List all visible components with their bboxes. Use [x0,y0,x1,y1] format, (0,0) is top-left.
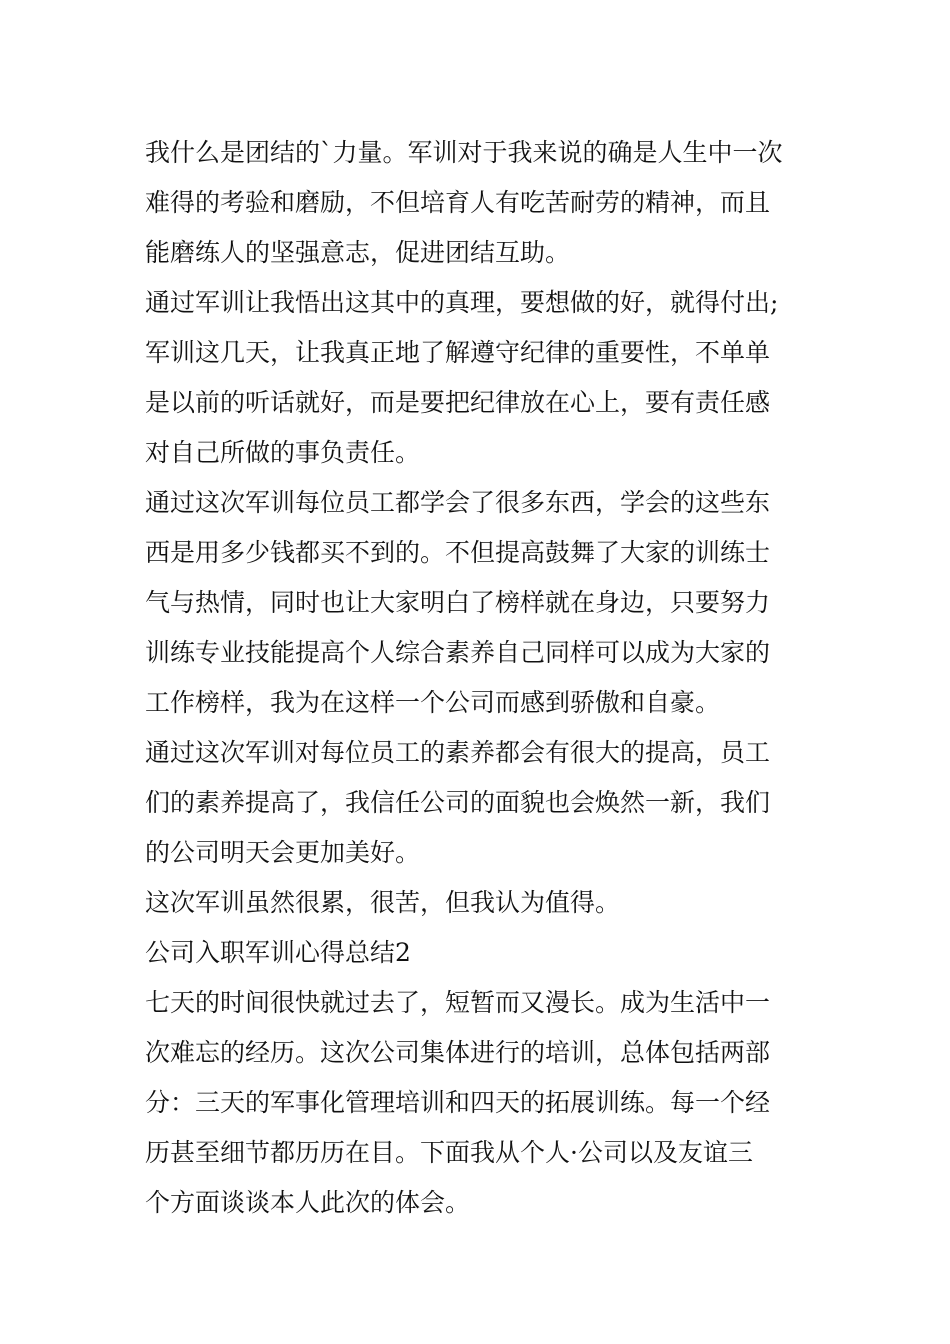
document-body [145,128,810,1228]
paragraph-3: 通过这次军训每位员工都学会了很多东西，学会的这些东 西是用多少钱都买不到的。不但提高鼓舞了大家的训练士 气与热情，同时也让大家明白了榜样就在身边，只要努力 训练专业技能提高个人综合素养自己同样可以成为大家的 工作榜样，我为在这样一个公司而感到骄傲和自豪。 [145,488,771,717]
paragraph-5: 这次军训虽然很累，很苦，但我认为值得。 [145,888,621,917]
paragraph-4: 通过这次军训对每位员工的素养都会有很大的提高，员工 们的素养提高了，我信任公司的面貌也会焕然一新，我们 的公司明天会更加美好。 [145,738,771,867]
paragraph-6: 七天的时间很快就过去了，短暂而又漫长。成为生活中一 次难忘的经历。这次公司集体进行的培训，总体包括两部 分：三天的军事化管理培训和四天的拓展训练。每一个经 历甚至细节都历历在目。下面我从个人·公司以及友谊三 个方面谈谈本人此次的体会。 [145,988,771,1217]
paragraph-1: 我什么是团结的`力量。军训对于我来说的确是人生中一次 难得的考验和磨励，不但培育人有吃苦耐劳的精神，而且 能磨练人的坚强意志，促进团结互助。 [145,138,783,267]
paragraph-2: 通过军训让我悟出这其中的真理，要想做的好，就得付出; 军训这几天，让我真正地了解遵守纪律的重要性，不单单 是以前的听话就好，而是要把纪律放在心上，要有责任感 对自己所做的事负责任。 [145,288,779,467]
section-heading: 公司入职军训心得总结2 [145,938,411,967]
